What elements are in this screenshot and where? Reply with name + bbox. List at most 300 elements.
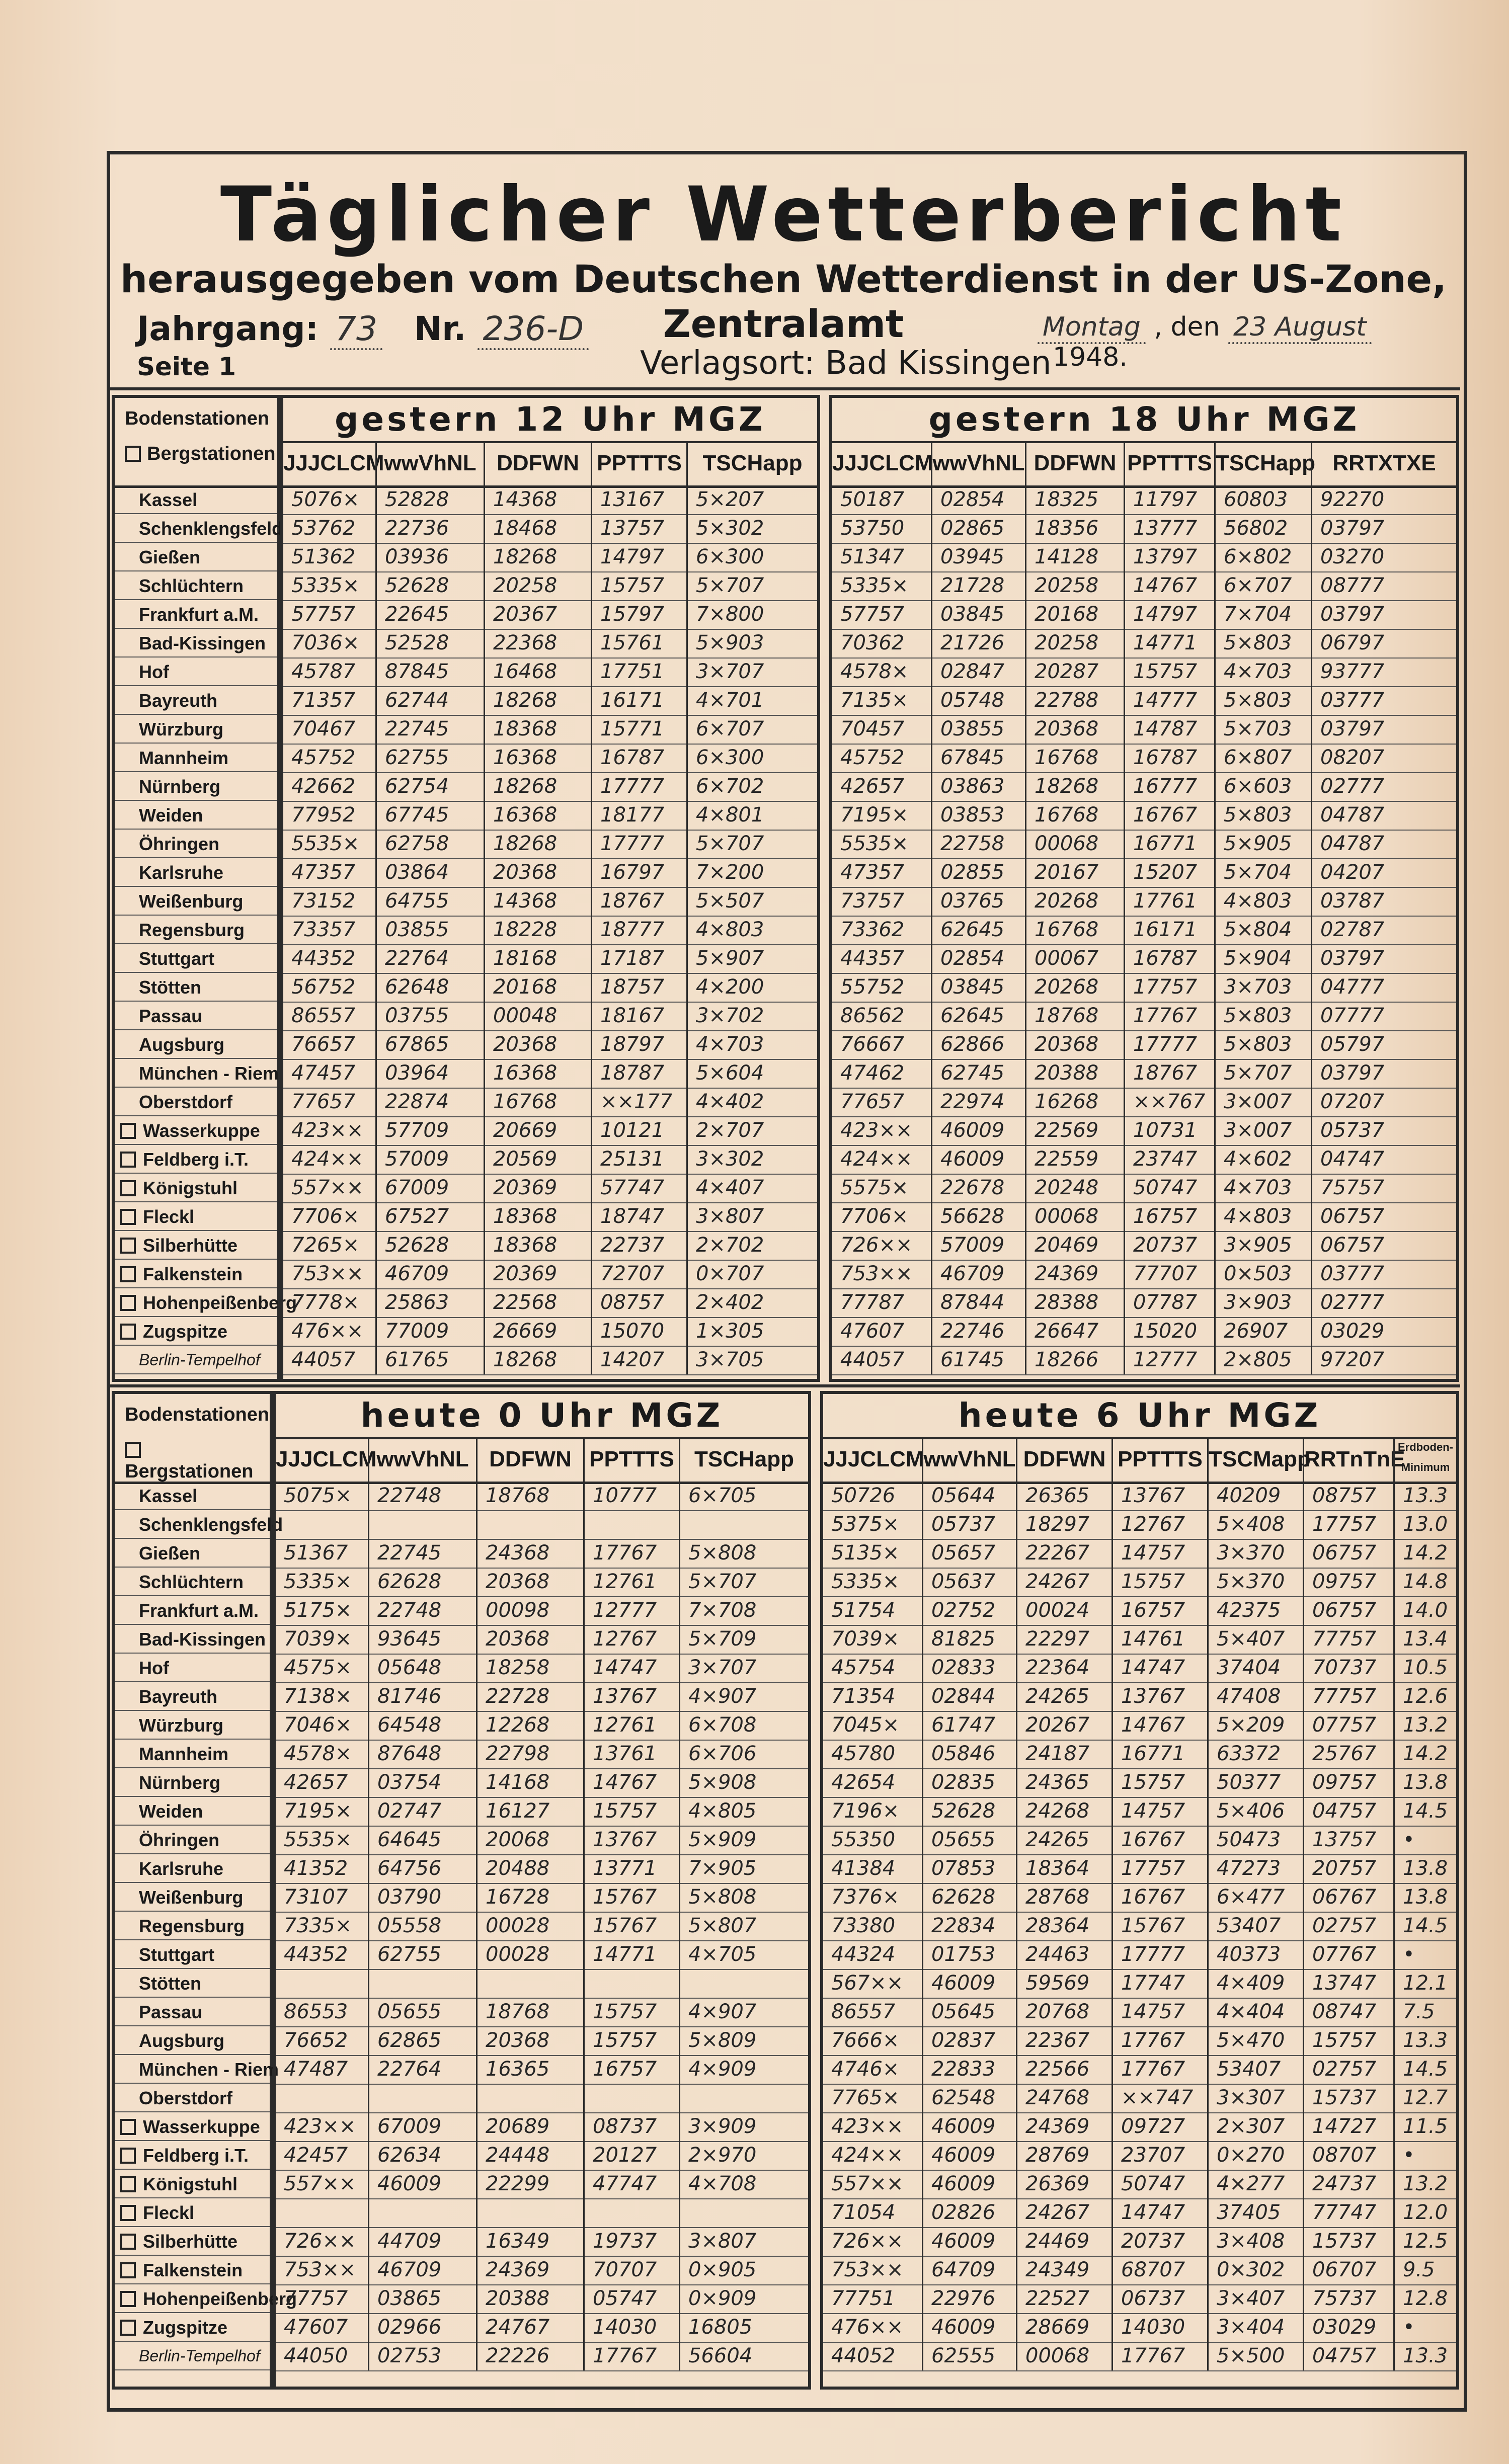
table-cell: 12777: [583, 1596, 679, 1625]
table-row: [276, 1969, 808, 1999]
table-cell: 75737: [1303, 2284, 1393, 2313]
station-name: Feldberg i.T.: [115, 1145, 277, 1174]
table-cell: 18268: [484, 1346, 591, 1374]
table-cell: 11.5: [1393, 2112, 1456, 2141]
table-cell: 5×406: [1207, 1797, 1303, 1826]
table-cell: 20469: [1025, 1231, 1124, 1260]
station-name: Schlüchtern: [115, 571, 277, 600]
table-cell: 03270: [1311, 543, 1456, 571]
table-cell: 5575×: [840, 1176, 909, 1199]
table-heute-0: [273, 1391, 811, 2390]
table-cell: 52628: [375, 1231, 484, 1260]
table-cell: 0×503: [1214, 1260, 1311, 1288]
table-row: [823, 2342, 1456, 2371]
table-cell: 10121: [591, 1116, 686, 1145]
nr-label: Nr.: [414, 309, 466, 348]
table-cell: 14368: [484, 485, 591, 514]
table-cell: 5×804: [1214, 916, 1311, 944]
column-header: wwVhNL: [922, 1437, 1016, 1482]
table-cell: [476, 1969, 583, 1998]
table-cell: 03855: [375, 916, 484, 944]
table-row: [276, 1883, 808, 1913]
table-cell: 22364: [1016, 1654, 1111, 1682]
table-cell: 12.5: [1393, 2227, 1456, 2256]
table-cell: 76652: [284, 2029, 348, 2052]
table-cell: 47357: [840, 861, 905, 884]
table-cell: 22559: [1025, 1145, 1124, 1174]
table-row: [276, 1768, 808, 1798]
table-cell: 07777: [1311, 1002, 1456, 1030]
table-cell: 14207: [591, 1346, 686, 1374]
table-cell: 03797: [1311, 715, 1456, 744]
table-cell: 4×805: [679, 1797, 808, 1826]
bergstation-marker: [120, 2262, 136, 2278]
table-cell: 5×707: [679, 1568, 808, 1596]
table-row: [823, 1482, 1456, 1511]
table-cell: 70737: [1303, 1654, 1393, 1682]
table-cell: 06757: [1311, 1231, 1456, 1260]
table-cell: 6×807: [1214, 744, 1311, 772]
table-cell: [368, 1969, 476, 1998]
table-cell: 22874: [375, 1088, 484, 1116]
table-cell: 7.5: [1393, 1998, 1456, 2026]
table-cell: 23707: [1111, 2141, 1207, 2170]
table-row: [823, 1625, 1456, 1655]
table-row: [823, 1854, 1456, 1884]
table-cell: 17751: [591, 658, 686, 686]
table-row: [276, 1510, 808, 1540]
table-row: [823, 2084, 1456, 2113]
table-cell: 62865: [368, 2026, 476, 2055]
table-cell: 10777: [583, 1482, 679, 1510]
table-cell: 07757: [1303, 1711, 1393, 1740]
table-cell: 97207: [1311, 1346, 1456, 1374]
table-cell: 557××: [291, 1176, 364, 1199]
table-row: [283, 1346, 817, 1375]
table-cell: 62758: [375, 830, 484, 858]
table-cell: 21728: [931, 571, 1025, 600]
station-name: Silberhütte: [115, 1231, 277, 1260]
table-cell: 13.0: [1393, 1510, 1456, 1539]
table-cell: 05644: [922, 1482, 1016, 1510]
table-cell: 13.8: [1393, 1854, 1456, 1883]
table-cell: 13167: [591, 485, 686, 514]
table-cell: 5×707: [686, 571, 817, 600]
column-header: Erdboden-Minimum: [1393, 1437, 1456, 1482]
table-row: [276, 1682, 808, 1712]
table-cell: 63372: [1207, 1740, 1303, 1768]
table-gestern-18: [829, 395, 1459, 1382]
table-cell: 04757: [1303, 2342, 1393, 2370]
table-row: [823, 2227, 1456, 2257]
table-cell: 42657: [284, 1771, 348, 1794]
table-cell: [679, 2198, 808, 2227]
table-cell: 14797: [1124, 600, 1214, 629]
table-cell: 28388: [1025, 1288, 1124, 1317]
table-cell: 93777: [1311, 658, 1456, 686]
table-cell: 22297: [1016, 1625, 1111, 1654]
table-cell: 13.8: [1393, 1768, 1456, 1797]
table-cell: 53750: [840, 517, 905, 540]
table-cell: 08707: [1303, 2141, 1393, 2170]
station-name: Öhringen: [115, 1826, 270, 1854]
table-cell: 05748: [931, 686, 1025, 715]
table-cell: 7×800: [686, 600, 817, 629]
table-cell: 46009: [931, 1145, 1025, 1174]
table-cell: 76667: [840, 1033, 905, 1056]
table-row: [823, 2055, 1456, 2085]
table-cell: 11797: [1124, 485, 1214, 514]
table-cell: 20248: [1025, 1174, 1124, 1202]
table-cell: 08757: [1303, 1482, 1393, 1510]
table-row: [276, 2342, 808, 2371]
table-row: [283, 1288, 817, 1318]
table-row: [276, 1482, 808, 1511]
table-row: [276, 1740, 808, 1769]
table-cell: 22678: [931, 1174, 1025, 1202]
table-cell: 05797: [1311, 1030, 1456, 1059]
table-cell: 5×803: [1214, 629, 1311, 658]
table-row: [832, 1145, 1456, 1175]
table-row: [283, 801, 817, 831]
table-row: [832, 543, 1456, 572]
table-cell: 17761: [1124, 887, 1214, 916]
table-cell: [583, 2198, 679, 2227]
table-cell: 3×807: [679, 2227, 808, 2256]
table-cell: 62744: [375, 686, 484, 715]
table-cell: [476, 2198, 583, 2227]
table-cell: 15020: [1124, 1317, 1214, 1346]
table-cell: 4575×: [284, 1656, 352, 1679]
table-cell: 08757: [591, 1288, 686, 1317]
table-cell: 20369: [484, 1260, 591, 1288]
verlagsort: Verlagsort: Bad Kissingen: [640, 345, 1052, 382]
table-row: [283, 772, 817, 802]
table-cell: 77751: [831, 2287, 896, 2310]
table-cell: 53407: [1207, 2055, 1303, 2084]
table-cell: 44052: [831, 2344, 896, 2367]
table-cell: 05558: [368, 1912, 476, 1940]
table-cell: 03853: [931, 801, 1025, 830]
station-name: Berlin-Tempelhof: [115, 2342, 270, 2370]
table-cell: 93645: [368, 1625, 476, 1654]
table-cell: 16268: [1025, 1088, 1124, 1116]
table-row: [283, 830, 817, 859]
table-cell: 56628: [931, 1202, 1025, 1231]
station-name: Frankfurt a.M.: [115, 1596, 270, 1625]
table-cell: 7196×: [831, 1799, 900, 1823]
table-cell: 00028: [476, 1940, 583, 1969]
bergstation-marker: [120, 1180, 136, 1196]
station-name: Hohenpeißenberg: [115, 2284, 270, 2313]
table-row: [823, 1969, 1456, 1999]
table-cell: 4×277: [1207, 2170, 1303, 2198]
table-cell: 14777: [1124, 686, 1214, 715]
table-cell: 7335×: [284, 1914, 352, 1937]
table-cell: 41352: [284, 1857, 348, 1880]
table-cell: 15737: [1303, 2084, 1393, 2112]
station-name: Hof: [115, 1654, 270, 1682]
table-cell: 18258: [476, 1654, 583, 1682]
table-cell: 50187: [840, 488, 905, 511]
table-cell: 20737: [1111, 2227, 1207, 2256]
table-cell: ××767: [1124, 1088, 1214, 1116]
table-cell: 40209: [1207, 1482, 1303, 1510]
table-cell: 47462: [840, 1061, 905, 1085]
table-cell: 12767: [583, 1625, 679, 1654]
table-cell: 3×302: [686, 1145, 817, 1174]
table-title: gestern 12 Uhr MGZ: [283, 398, 817, 443]
table-cell: 72707: [591, 1260, 686, 1288]
table-cell: 20368: [476, 1625, 583, 1654]
table-cell: 04777: [1311, 973, 1456, 1002]
table-cell: 14757: [1111, 1797, 1207, 1826]
column-headers: [276, 1437, 808, 1484]
table-cell: 22226: [476, 2342, 583, 2370]
table-cell: 22974: [931, 1088, 1025, 1116]
table-cell: 03790: [368, 1883, 476, 1912]
table-cell: 5×370: [1207, 1568, 1303, 1596]
table-cell: 14767: [583, 1768, 679, 1797]
table-cell: 00068: [1025, 1202, 1124, 1231]
table-cell: 15761: [591, 629, 686, 658]
table-cell: 45752: [840, 746, 905, 769]
table-cell: 20368: [1025, 1030, 1124, 1059]
table-row: [823, 1539, 1456, 1569]
table-cell: 46009: [922, 1969, 1016, 1998]
table-cell: 00067: [1025, 944, 1124, 973]
table-cell: 14.2: [1393, 1539, 1456, 1568]
table-cell: 13767: [1111, 1682, 1207, 1711]
table-cell: 20167: [1025, 858, 1124, 887]
table-cell: 02837: [922, 2026, 1016, 2055]
table-cell: 3×909: [679, 2112, 808, 2141]
table-cell: 60803: [1214, 485, 1311, 514]
table-cell: 5×803: [1214, 801, 1311, 830]
table-cell: 18168: [484, 944, 591, 973]
column-header: PPTTTS: [591, 441, 686, 485]
table-cell: 47408: [1207, 1682, 1303, 1711]
table-cell: 02826: [922, 2198, 1016, 2227]
table-cell: [276, 2198, 368, 2227]
table-cell: 4×404: [1207, 1998, 1303, 2026]
table-cell: 50747: [1124, 1174, 1214, 1202]
table-cell: 24349: [1016, 2256, 1111, 2284]
table-cell: 3×407: [1207, 2284, 1303, 2313]
table-cell: 42375: [1207, 1596, 1303, 1625]
table-cell: 03855: [931, 715, 1025, 744]
boden-label: Bodenstationen: [125, 1404, 270, 1425]
table-cell: 15767: [1111, 1912, 1207, 1940]
table-cell: 15757: [1303, 2026, 1393, 2055]
table-row: [276, 2055, 808, 2085]
table-cell: 46709: [931, 1260, 1025, 1288]
table-cell: 87844: [931, 1288, 1025, 1317]
table-cell: 52628: [922, 1797, 1016, 1826]
table-cell: 5×909: [679, 1826, 808, 1854]
table-cell: 14757: [1111, 1539, 1207, 1568]
table-row: [832, 1317, 1456, 1347]
column-header: JJJCLCM: [276, 1447, 377, 1471]
table-row: [276, 1854, 808, 1884]
table-cell: 14787: [1124, 715, 1214, 744]
table-cell: 22527: [1016, 2284, 1111, 2313]
table-cell: 05737: [1311, 1116, 1456, 1145]
table-row: [832, 1059, 1456, 1089]
table-cell: 3×905: [1214, 1231, 1311, 1260]
table-cell: 13.3: [1393, 2026, 1456, 2055]
table-cell: 18777: [591, 916, 686, 944]
table-cell: 52828: [375, 485, 484, 514]
table-cell: 7195×: [840, 803, 909, 827]
table-cell: 05846: [922, 1740, 1016, 1768]
table-cell: 0×302: [1207, 2256, 1303, 2284]
station-name: Kassel: [115, 485, 277, 514]
table-cell: 55752: [840, 975, 905, 999]
station-name: Schenklengsfeld: [115, 514, 277, 543]
table-gestern-12: [280, 395, 820, 1382]
table-cell: 18228: [484, 916, 591, 944]
station-name: Nürnberg: [115, 772, 277, 801]
table-cell: 5×703: [1214, 715, 1311, 744]
table-cell: 62645: [931, 916, 1025, 944]
station-name: Nürnberg: [115, 1768, 270, 1797]
table-cell: 76657: [291, 1033, 356, 1056]
table-cell: 25767: [1303, 1740, 1393, 1768]
table-cell: 18368: [484, 1202, 591, 1231]
table-cell: 18368: [484, 1231, 591, 1260]
station-name: Mannheim: [115, 744, 277, 772]
table-cell: 18468: [484, 514, 591, 543]
table-cell: 5×803: [1214, 686, 1311, 715]
table-cell: 05637: [922, 1568, 1016, 1596]
table-cell: 5375×: [831, 1513, 900, 1536]
table-cell: 2×402: [686, 1288, 817, 1317]
table-cell: 5×604: [686, 1059, 817, 1088]
table-row: [832, 1231, 1456, 1261]
table-heute-6: [820, 1391, 1459, 2390]
table-cell: 77757: [1303, 1625, 1393, 1654]
table-cell: 16768: [1025, 916, 1124, 944]
table-cell: 09757: [1303, 1568, 1393, 1596]
table-cell: 02752: [922, 1596, 1016, 1625]
table-cell: 6×707: [686, 715, 817, 744]
column-header: RRTnTnE: [1303, 1437, 1393, 1482]
table-cell: 03845: [931, 973, 1025, 1002]
table-cell: 02854: [931, 944, 1025, 973]
table-cell: 5535×: [284, 1828, 352, 1851]
table-row: [823, 2026, 1456, 2056]
table-row: [832, 858, 1456, 888]
table-cell: 04747: [1311, 1145, 1456, 1174]
table-cell: 14030: [583, 2313, 679, 2342]
table-cell: 41384: [831, 1857, 896, 1880]
table-cell: 13797: [1124, 543, 1214, 571]
station-name: Frankfurt a.M.: [115, 600, 277, 629]
table-cell: 15737: [1303, 2227, 1393, 2256]
table-cell: 5×209: [1207, 1711, 1303, 1740]
station-name: Gießen: [115, 543, 277, 571]
table-cell: 12.6: [1393, 1682, 1456, 1711]
table-cell: 03864: [375, 858, 484, 887]
table-cell: 25131: [591, 1145, 686, 1174]
table-cell: [476, 1510, 583, 1539]
table-cell: 03865: [368, 2284, 476, 2313]
table-row: [276, 1711, 808, 1741]
table-cell: 4×701: [686, 686, 817, 715]
table-cell: 20168: [1025, 600, 1124, 629]
station-name: Weiden: [115, 801, 277, 830]
column-header: RRTXTXE: [1311, 441, 1456, 485]
table-cell: •: [1393, 2141, 1456, 2170]
station-name: Augsburg: [115, 1030, 277, 1059]
table-cell: 12761: [583, 1568, 679, 1596]
station-name: Karlsruhe: [115, 858, 277, 887]
table-cell: 2×707: [686, 1116, 817, 1145]
table-cell: •: [1393, 1826, 1456, 1854]
table-cell: 4×803: [686, 916, 817, 944]
table-cell: 42662: [291, 775, 356, 798]
table-row: [832, 715, 1456, 745]
station-name: Silberhütte: [115, 2227, 270, 2256]
table-row: [276, 2141, 808, 2171]
table-cell: 03797: [1311, 1059, 1456, 1088]
table-cell: 15757: [1124, 658, 1214, 686]
table-cell: 18268: [484, 543, 591, 571]
berg-label: Bergstationen: [125, 1439, 270, 1483]
table-row: [823, 1768, 1456, 1798]
table-cell: 4×803: [1214, 1202, 1311, 1231]
table-row: [832, 600, 1456, 630]
table-cell: 57709: [375, 1116, 484, 1145]
table-cell: 6×300: [686, 543, 817, 571]
station-header-bottom: [115, 1394, 270, 1484]
table-cell: 13.8: [1393, 1883, 1456, 1912]
table-cell: 22737: [591, 1231, 686, 1260]
table-cell: 22645: [375, 600, 484, 629]
table-cell: 24265: [1016, 1682, 1111, 1711]
table-cell: 7666×: [831, 2029, 900, 2052]
station-name: Falkenstein: [115, 2256, 270, 2284]
table-row: [276, 1826, 808, 1855]
table-cell: 4×909: [679, 2055, 808, 2084]
table-cell: 22728: [476, 1682, 583, 1711]
table-cell: 15070: [591, 1317, 686, 1346]
table-row: [823, 1998, 1456, 2027]
table-cell: 02865: [931, 514, 1025, 543]
table-cell: 24369: [476, 2256, 583, 2284]
table-cell: 03845: [931, 600, 1025, 629]
table-cell: 3×404: [1207, 2313, 1303, 2342]
table-cell: 20388: [1025, 1059, 1124, 1088]
table-cell: 02777: [1311, 772, 1456, 801]
table-cell: 13.2: [1393, 1711, 1456, 1740]
table-cell: 26907: [1214, 1317, 1311, 1346]
table-row: [823, 2256, 1456, 2285]
station-name: Augsburg: [115, 2026, 270, 2055]
bergstation-marker: [120, 2291, 136, 2307]
table-cell: 5×707: [686, 830, 817, 858]
table-cell: 62755: [375, 744, 484, 772]
table-cell: 7706×: [840, 1205, 909, 1228]
table-cell: 44352: [291, 947, 356, 970]
table-cell: 7×708: [679, 1596, 808, 1625]
header: [107, 151, 1460, 392]
table-cell: 02855: [931, 858, 1025, 887]
table-row: [283, 916, 817, 945]
column-header: PPTTTS: [583, 1437, 679, 1482]
column-header: TSCMapp: [1207, 1437, 1303, 1482]
